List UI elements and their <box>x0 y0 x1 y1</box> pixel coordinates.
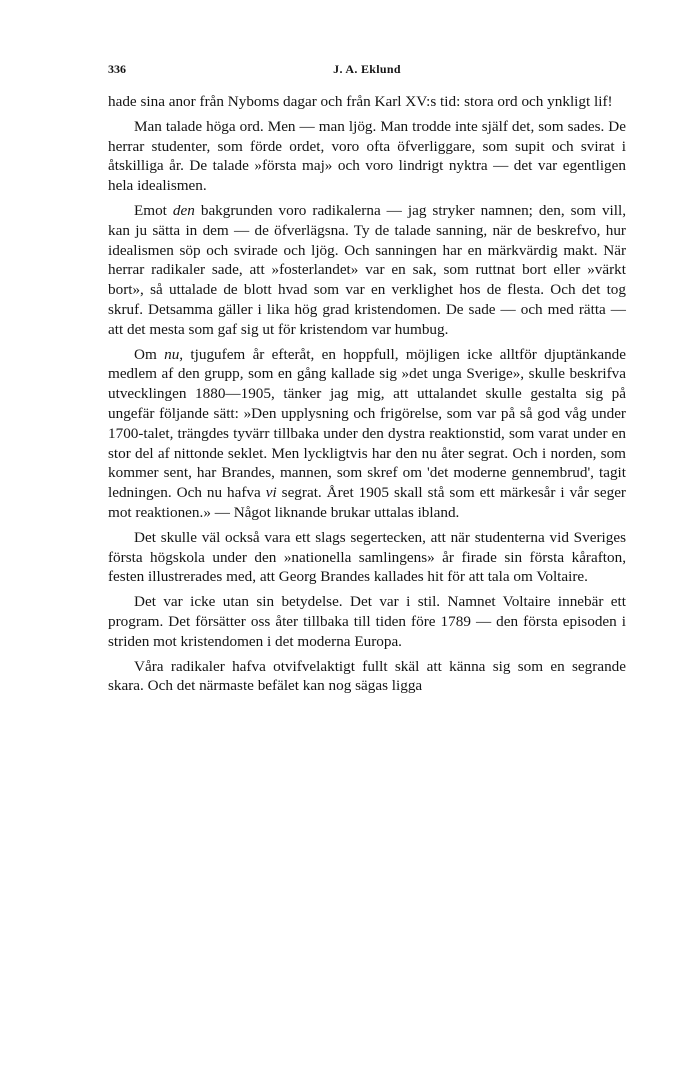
running-head <box>108 62 626 82</box>
paragraph <box>108 117 626 196</box>
page-number: 336 <box>108 62 126 76</box>
paragraph-continued <box>108 92 626 112</box>
text-run: Det var icke utan sin betydelse. Det var i stil. Namnet Voltaire innebär ett program. Det försätter oss åter tillbaka till tiden före 1789 — den första episoden i striden mot kristendomen i det moderna Europa. <box>108 593 626 650</box>
paragraph <box>108 528 626 587</box>
italic-text: vi <box>265 484 277 502</box>
text-run: hade sina anor från Nyboms dagar och från Karl XV:s tid: stora ord och ynkligt lif! <box>108 93 613 110</box>
paragraph <box>108 345 626 523</box>
text-run: Man talade höga ord. Men — man ljög. Man trodde inte själf det, som sades. De herrar studenter, som förde ordet, voro ofta öfverliggare, som supit och svirat i åtskilliga år. De talade »första maj» och voro lindrigt nyktra — det var egentligen hela idealismen. <box>108 117 626 195</box>
running-title: J. A. Eklund <box>333 62 401 76</box>
text-run: Våra radikaler hafva otvifvelaktigt fullt skäl att känna sig som en segrande skara. Och det närmaste befälet kan nog sägas ligga <box>108 657 626 695</box>
text-run: , tjugufem år efteråt, en hoppfull, möjligen icke alltför djuptänkande medlem af den grupp, som en gång kallade sig »det unga Sverige», skulle beskrifva utvecklingen 1880—1905, tänker jag mig, att uttalandet skulle gestalta sig på ungefär följande sätt: »Den upplysning och frigörelse, som var på så god våg under 1700-talet, trängdes tyvärr tillbaka under den dystra reaktionstid, som varat under en stor del af nittonde seklet. Men lyckligtvis har den nu åter segrat. Och i norden, som kommer sent, har Brandes, mannen, som skref om 'det moderne gennembrud', tagit ledningen. Och nu hafva <box>108 345 626 502</box>
text-run: segrat. Året 1905 skall stå som ett märkesår i vår seger mot reaktionen.» — Något liknande brukar uttalas ibland. <box>108 484 626 521</box>
paragraph <box>108 592 626 651</box>
text-run: bakgrunden voro radikalerna — jag stryker namnen; den, som vill, kan ju sätta in dem — de öfverlägsna. Ty de talade sanning, när de beskrefvo, hur idealismen söp och svirade och ljög. Och sanningen har en märkvärdig makt. När herrar radikaler sade, att »fosterlandet» var en sak, som ruttnat bort eller »värkt bort», så uttalade de blott hvad som var en verklighet hos de flesta. Och det tog skruf. Detsamma gäller i lika hög grad kristendomen. De sade — och med rätta — att det mesta som gaf sig ut för kristendom var humbug. <box>108 201 626 338</box>
italic-text: den <box>172 201 195 219</box>
italic-text: nu <box>164 345 180 363</box>
body-text <box>108 92 626 696</box>
paragraph <box>108 201 626 340</box>
text-run: Om <box>134 345 165 363</box>
text-run: Emot <box>134 201 173 219</box>
paragraph <box>108 657 626 697</box>
book-page <box>108 62 626 696</box>
text-run: Det skulle väl också vara ett slags segertecken, att när studenterna vid Sveriges första högskola under den »nationella samlingens» år firade sin första kårafton, festen illustrerades med, att Georg Brandes kallades hit för att tala om Voltaire. <box>108 528 626 586</box>
